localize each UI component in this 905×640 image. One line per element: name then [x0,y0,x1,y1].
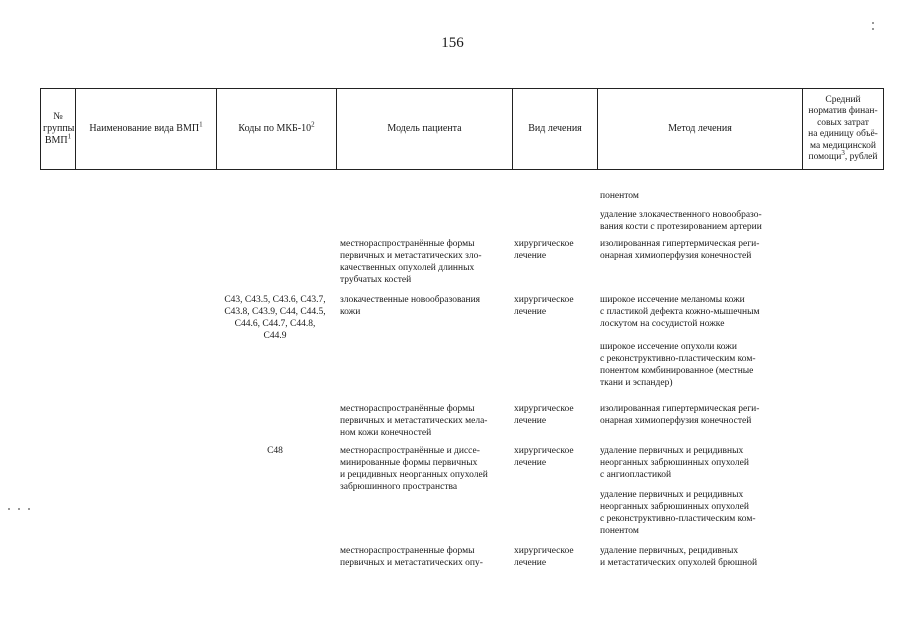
icd-codes-cell: С43, С43.5, С43.6, С43.7, С43.8, С43.9, С44, С44.5, С44.6, С44.7, С44.8, С44.9 [224,295,326,341]
scan-speck [18,508,20,510]
method-cell: широкое иссечение меланомы кожи с пластикой дефекта кожно-мышечным лоскутом на сосудистой ножке [600,295,760,329]
patient-model-cell: злокачественные новообразования кожи [340,295,481,317]
patient-model-cell: местнораспространённые и диссе- минированные формы первичных и рецидивных неорганных опухолей забрюшинного пространства [340,446,488,492]
treatment-type-cell: хирургическое лечение [514,239,574,261]
method-cell: широкое иссечение опухоли кожи с реконструктивно-пластическим ком- понентом комбинированное (местные ткани и эспандер) [600,342,756,388]
treatment-type-cell: хирургическое лечение [514,404,574,426]
treatment-type-cell: хирургическое лечение [514,546,574,568]
header-group-no: № группы ВМП$^1$ [41,89,76,170]
page-number: 156 [441,35,464,51]
header-cost-norm: Средний норматив финан- совых затрат на единицу объё- ма медицинской помощи$^3$, рублей [803,89,884,170]
method-cell: изолированная гипертермическая реги- онарная химиоперфузия конечностей [600,239,760,261]
method-cell: удаление первичных и рецидивных неорганных забрюшинных опухолей с реконструктивно-пластическим ком- понентом [600,490,756,536]
method-cell: изолированная гипертермическая реги- онарная химиоперфузия конечностей [600,404,760,426]
method-cell: удаление первичных, рецидивных и метастатических опухолей брюшной [600,546,758,568]
patient-model-cell: местнораспространённые формы первичных и метастатических мела- ном кожи конечностей [340,404,488,438]
method-cell: удаление злокачественного новообразо- вания кости с протезированием артерии [600,210,762,232]
patient-model-cell: местнораспространенные формы первичных и метастатических опу- [340,546,483,568]
patient-model-cell: местнораспространённые формы первичных и метастатических зло- качественных опухолей длинных трубчатых костей [340,239,482,285]
header-treatment-type: Вид лечения [513,89,598,170]
header-hmp-name: Наименование вида ВМП$^1$ [76,89,217,170]
scan-speck [872,22,874,24]
icd-codes-cell: С48 [267,446,283,456]
header-icd-codes: Коды по МКБ-$10^2$ [217,89,337,170]
treatment-type-cell: хирургическое лечение [514,446,574,468]
scan-speck [8,508,10,510]
method-cell: удаление первичных и рецидивных неорганных забрюшинных опухолей с ангиопластикой [600,446,749,480]
header-patient-model: Модель пациента [337,89,513,170]
method-cell: понентом [600,191,639,201]
table-header [40,88,884,170]
scan-speck [28,508,30,510]
treatment-type-cell: хирургическое лечение [514,295,574,317]
header-treatment-method: Метод лечения [598,89,803,170]
scan-speck [872,28,874,30]
